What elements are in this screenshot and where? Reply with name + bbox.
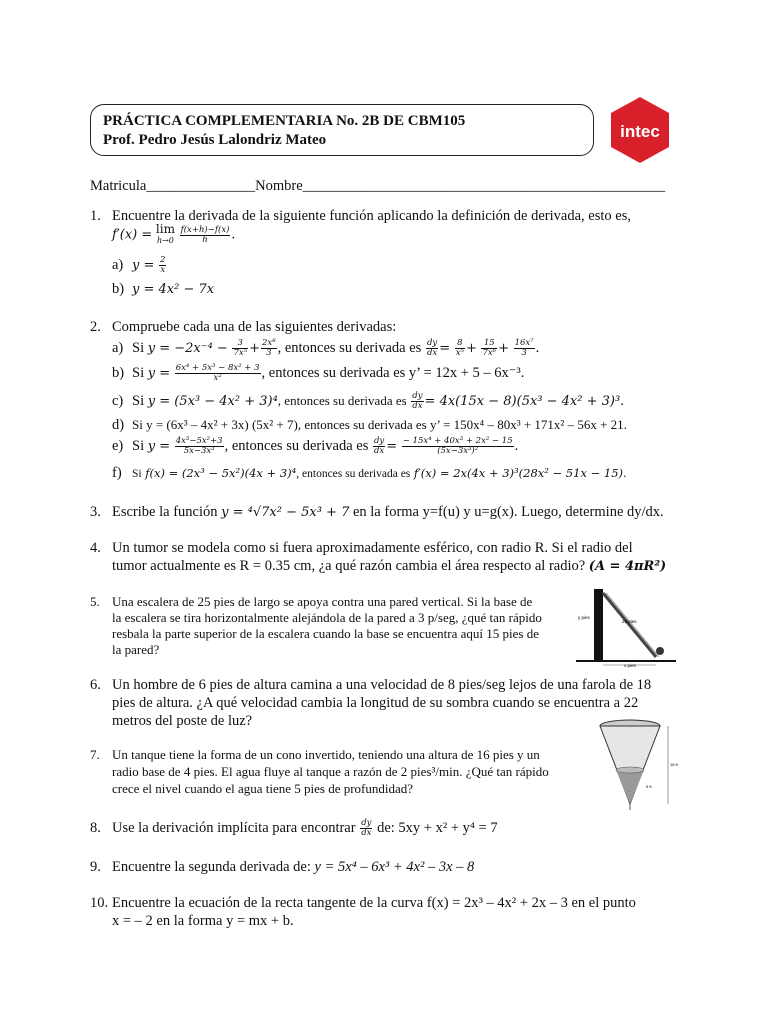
- water-shape: [616, 770, 644, 804]
- limit-expression: lim h→0: [155, 222, 175, 245]
- problem-8: 8. Use la derivación implícita para encontrar $\frac{dy}{dx}$ de: 5xy + x² + y⁴ = 7: [90, 818, 498, 839]
- problem-3: 3. Escribe la función y = ⁴√7x² − 5x³ + 7 en la forma y=f(u) y u=g(x). Luego, determine dy/dx.: [90, 504, 664, 520]
- problem-6-line2: pies de altura. ¿A qué velocidad cambia la longitud de su sombra cuando se encuentra a 22: [112, 695, 639, 711]
- fig-height-label: 16 ft: [670, 762, 678, 767]
- fig-length-label: 25 pies: [622, 619, 637, 624]
- problem-4-line2: tumor actualmente es R = 0.35 cm, ¿a qué razón cambia el área respecto al radio? (A = 4πR²): [112, 558, 667, 574]
- nombre-label: Nombre: [255, 178, 303, 194]
- ladder-figure: [576, 585, 678, 667]
- matricula-field[interactable]: _______________: [146, 178, 256, 194]
- problem-2d: d) Si y = (6x³ – 4x² + 3x) (5x² + 7), entonces su derivada es y’ = 150x⁴ – 80x³ + 171x² – 56x + 21.: [112, 417, 627, 433]
- problem-7: 7. Un tanque tiene la forma de un cono invertido, teniendo una altura de 16 pies y un radio base de 4 pies. El agua fluye al tanque a razón de 2 pies³/min. ¿Qué tan rápido crece el nivel cuando el agua tiene 5 pies de profundidad?: [90, 747, 549, 796]
- intec-logo: [608, 95, 672, 165]
- problem-10: 10. Encuentre la ecuación de la recta tangente de la curva f(x) = 2x³ – 4x² + 2x – 3 en el punto: [90, 895, 636, 911]
- problem-10-line2: x = – 2 en la forma y = mx + b.: [112, 913, 294, 929]
- logo-hexagon-icon: [608, 95, 672, 165]
- problem-1b: b) y = 4x² − 7x: [112, 281, 215, 297]
- person-icon: [656, 647, 664, 655]
- ladder-shape: [603, 593, 656, 657]
- problem-1-text: Encuentre la derivada de la siguiente función aplicando la definición de derivada, esto es,: [112, 208, 631, 224]
- document-title: PRÁCTICA COMPLEMENTARIA No. 2B DE CBM105: [103, 113, 466, 129]
- cone-figure: [596, 718, 676, 814]
- problem-number: 1.: [90, 208, 101, 224]
- problem-1a: a) y = $\frac{2}{x}$: [112, 255, 166, 276]
- professor-name: Prof. Pedro Jesús Lalondriz Mateo: [103, 132, 327, 148]
- student-info-row: [90, 177, 665, 195]
- wall-shape: [594, 589, 603, 661]
- problem-2c: c) Si y = (5x³ − 4x² + 3)⁴, entonces su derivada es $\frac{dy}{dx}$ = 4x(15x − 8)(5x³ − 4x² + 3)³.: [112, 391, 624, 412]
- matricula-label: Matricula: [90, 178, 147, 194]
- fig-x-label: x pies: [624, 663, 636, 668]
- problem-2b: b) Si y = $\frac{\text{6x⁴ + 5x³ − 8x² + 3}}{\text{x²}}$ , entonces su derivada es y’ = 12x + 5 – 6x⁻³.: [112, 363, 525, 384]
- problem-2a: a) Si y = −2x⁻⁴ − $\frac{3}{\text{7x⁵}}$ + $\frac{\text{2x⁸}}{3}$ , entonces su derivada es $\frac{dy}{dx}$ = $\frac{8}{\text{x⁵}}$ + $\frac{15}{\text{7x⁶}}$ + $\frac{\text{16x⁷}}{3}$ .: [112, 338, 540, 359]
- nombre-field[interactable]: __________________________________________________: [302, 178, 666, 194]
- fig-y-label: y pies: [578, 615, 590, 620]
- problem-6-line3: metros del poste de luz?: [112, 713, 253, 729]
- fig-depth-label: 5 ft: [646, 784, 652, 789]
- problem-9: 9. Encuentre la segunda derivada de: y = 5x⁴ – 6x³ + 4x² – 3x – 8: [90, 859, 475, 875]
- problem-6: 6. Un hombre de 6 pies de altura camina a una velocidad de 8 pies/seg lejos de una farola de 18: [90, 677, 652, 693]
- header-box: [90, 104, 594, 156]
- problem-2e: e) Si y = $\frac{\text{4x³−5x²+3}}{\text{5x−3x³}}$ , entonces su derivada es $\frac{dy}{dx}$ = $\frac{\text{− 15x⁴ + 40x³ + 2x² − 15}}{\text{(5x−3x³)²}}$ .: [112, 436, 519, 457]
- problem-4: 4. Un tumor se modela como si fuera aproximadamente esférico, con radio R. Si el radio del: [90, 540, 633, 556]
- problem-2: 2. Compruebe cada una de las siguientes derivadas:: [90, 319, 397, 335]
- derivative-definition: f′(x) = lim h→0 $\frac{f(x+h)-f(x)}{h}$ .: [112, 222, 236, 245]
- logo-text: intec: [620, 122, 660, 141]
- problem-5: 5. Una escalera de 25 pies de largo se apoya contra una pared vertical. Si la base de la escalera se tira horizontalmente alejándola de la pared a 3 p/seg, ¿qué tan rápido resbala la parte superior de la escalera cuando la base se encuentra aquí 15 pies de la pared?: [90, 594, 542, 657]
- problem-2f: f) Si f(x) = (2x³ − 5x²)(4x + 3)⁴, entonces su derivada es f′(x) = 2x(4x + 3)³(28x² − 51x − 15).: [112, 465, 627, 481]
